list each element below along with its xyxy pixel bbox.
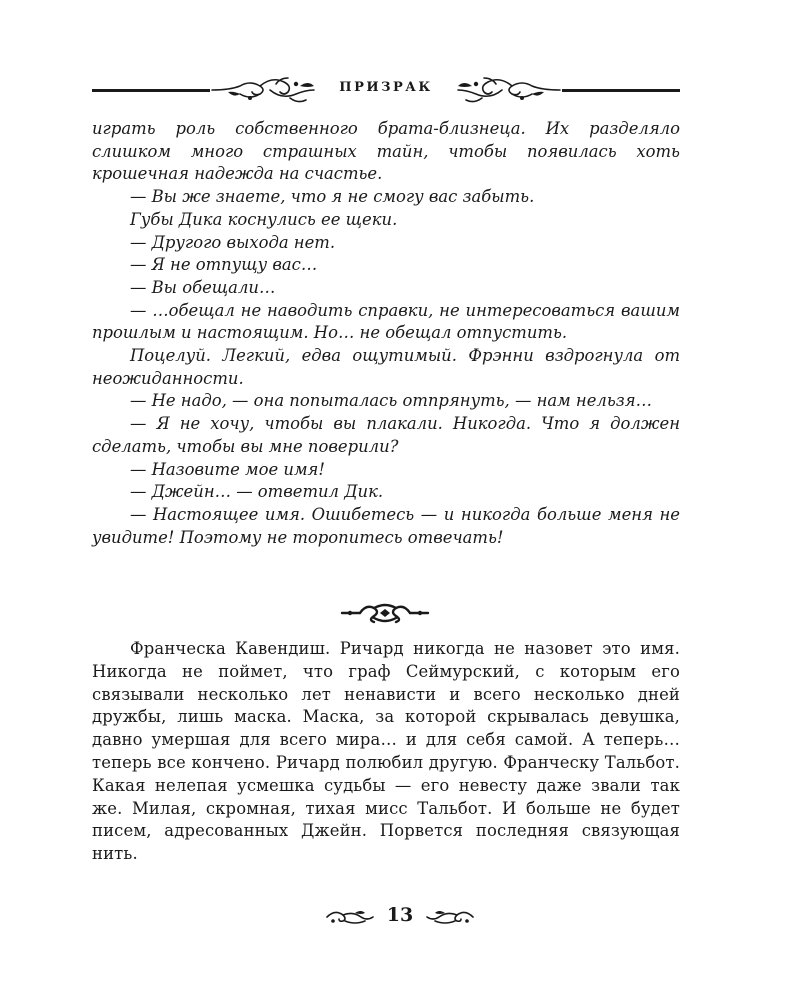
dialogue-line: — Я не хочу, чтобы вы плакали. Никогда. Что я должен сделать, чтобы вы мне поверили? [92,414,680,456]
dialogue-line: — Другого выхода нет. [130,232,336,252]
floral-flourish-icon [325,907,375,927]
floral-flourish-icon [452,74,562,106]
floral-flourish-icon [210,74,320,106]
page-number: 13 [386,904,414,926]
scroll-divider-icon [340,600,430,626]
dialogue-line: Губы Дика коснулись ее щеки. [130,209,398,229]
dialogue-line: — Вы же знаете, что я не смогу вас забыть. [130,187,535,207]
running-title: ПРИЗРАК [339,80,433,95]
dialogue-line: — Настоящее имя. Ошибетесь — и никогда больше меня не увидите! Поэтому не торопитесь отвечать! [92,504,680,547]
dialogue-line: — Я не отпущу вас… [130,255,318,275]
page-footer [325,902,475,932]
header-rule-left [92,89,210,92]
narrative-section [92,638,680,866]
dialogue-line: — Назовите мое имя! [130,459,325,479]
continued-paragraph: играть роль собственного брата-близнеца. Их разделяло слишком много страшных тайн, чтобы появилась хоть крошечная надежда на счастье. [92,119,680,184]
dialogue-line: Поцелуй. Легкий, едва ощутимый. Фрэнни вздрогнула от неожиданности. [92,346,680,388]
dialogue-line: — Вы обещали… [130,277,276,297]
dialogue-line: — Не надо, — она попыталась отпрянуть, — нам нельзя… [130,391,652,411]
dialogue-line: — …обещал не наводить справки, не интересоваться вашим прошлым и настоящим. Но… не обещал отпустить. [92,300,680,343]
dialogue-line: — Джейн… — ответил Дик. [130,482,384,502]
header-rule-right [562,89,680,92]
floral-flourish-icon [425,907,475,927]
running-header [92,72,680,108]
narrative-paragraph: Франческа Кавендиш. Ричард никогда не назовет это имя. Никогда не поймет, что граф Сеймурский, с которым его связывали несколько лет ненависти и всего несколько дней дружбы, лишь маска. Маска, за которой скрывалась девушка, давно умершая для всего мира… и для себя самой. А теперь… теперь все кончено. Ричард полюбил другую. Франческу Тальбот. Какая нелепая усмешка судьбы — его невесту даже звали так же. Милая, скромная, тихая мисс Тальбот. И больше не будет писем, адресованных Джейн. Порвется последняя связующая нить. [92,639,680,864]
dialogue-section [92,118,680,549]
